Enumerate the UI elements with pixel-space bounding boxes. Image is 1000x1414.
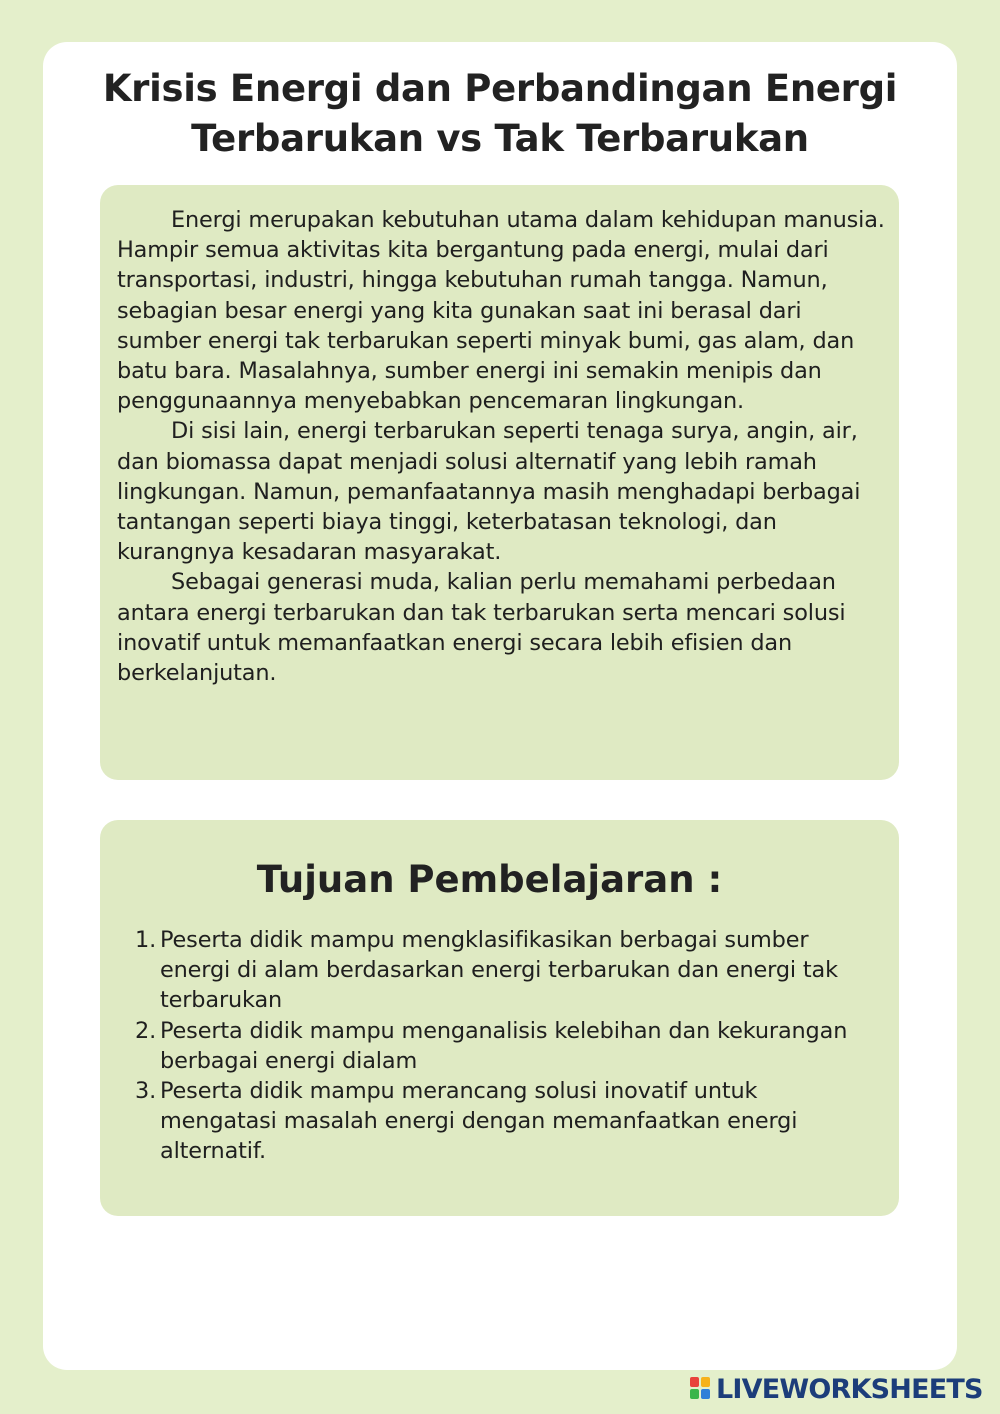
learning-goal-item xyxy=(135,1016,870,1076)
goal-number: 1. xyxy=(135,927,157,953)
intro-paragraph: Energi merupakan kebutuhan utama dalam kehidupan manusia. Hampir semua aktivitas kita bergantung pada energi, mulai dari transportasi, industri, hingga kebutuhan rumah tangga. Namun, sebagian besar energi yang kita gunakan saat ini berasal dari sumber energi tak terbarukan seperti minyak bumi, gas alam, dan batu bara. Masalahnya, sumber energi ini semakin menipis dan penggunaannya menyebabkan pencemaran lingkungan. xyxy=(117,207,885,415)
goal-text: Peserta didik mampu merancang solusi inovatif untuk mengatasi masalah energi dengan memanfaatkan energi alternatif. xyxy=(160,1078,798,1165)
goal-text: Peserta didik mampu mengklasifikasikan berbagai sumber energi di alam berdasarkan energi terbarukan dan energi tak terbarukan xyxy=(160,927,838,1014)
learning-goal-item xyxy=(135,1076,870,1167)
page-title-line-2: Terbarukan vs Tak Terbarukan xyxy=(191,117,809,160)
intro-paragraph: Di sisi lain, energi terbarukan seperti tenaga surya, angin, air, dan biomassa dapat menjadi solusi alternatif yang lebih ramah lingkungan. Namun, pemanfaatannya masih menghadapi berbagai tantangan seperti biaya tinggi, keterbatasan teknologi, dan kurangnya kesadaran masyarakat. xyxy=(117,418,861,566)
goal-text: Peserta didik mampu menganalisis kelebihan dan kekurangan berbagai energi dialam xyxy=(160,1017,848,1074)
liveworksheets-logo[interactable] xyxy=(690,1372,983,1406)
liveworksheets-logo-icon xyxy=(690,1377,712,1401)
logo-square-blue xyxy=(701,1389,710,1399)
learning-goals-list xyxy=(135,925,870,1167)
goal-number: 2. xyxy=(135,1017,157,1044)
logo-square-red xyxy=(690,1377,699,1387)
intro-paragraph: Sebagai generasi muda, kalian perlu memahami perbedaan antara energi terbarukan dan tak terbarukan serta mencari solusi inovatif untuk memanfaatkan energi secara lebih efisien dan berkelanjutan. xyxy=(117,569,846,687)
liveworksheets-brand-text: LIVEWORKSHEETS xyxy=(716,1373,983,1405)
page-title xyxy=(43,64,957,164)
goal-number: 3. xyxy=(135,1078,157,1105)
logo-square-green xyxy=(690,1389,699,1399)
page-title-line-1: Krisis Energi dan Perbandingan Energi xyxy=(102,67,898,110)
learning-goals-heading: Tujuan Pembelajaran : xyxy=(256,858,723,901)
logo-square-yellow xyxy=(701,1377,710,1387)
intro-text xyxy=(117,205,892,688)
learning-goal-item xyxy=(135,925,870,1016)
